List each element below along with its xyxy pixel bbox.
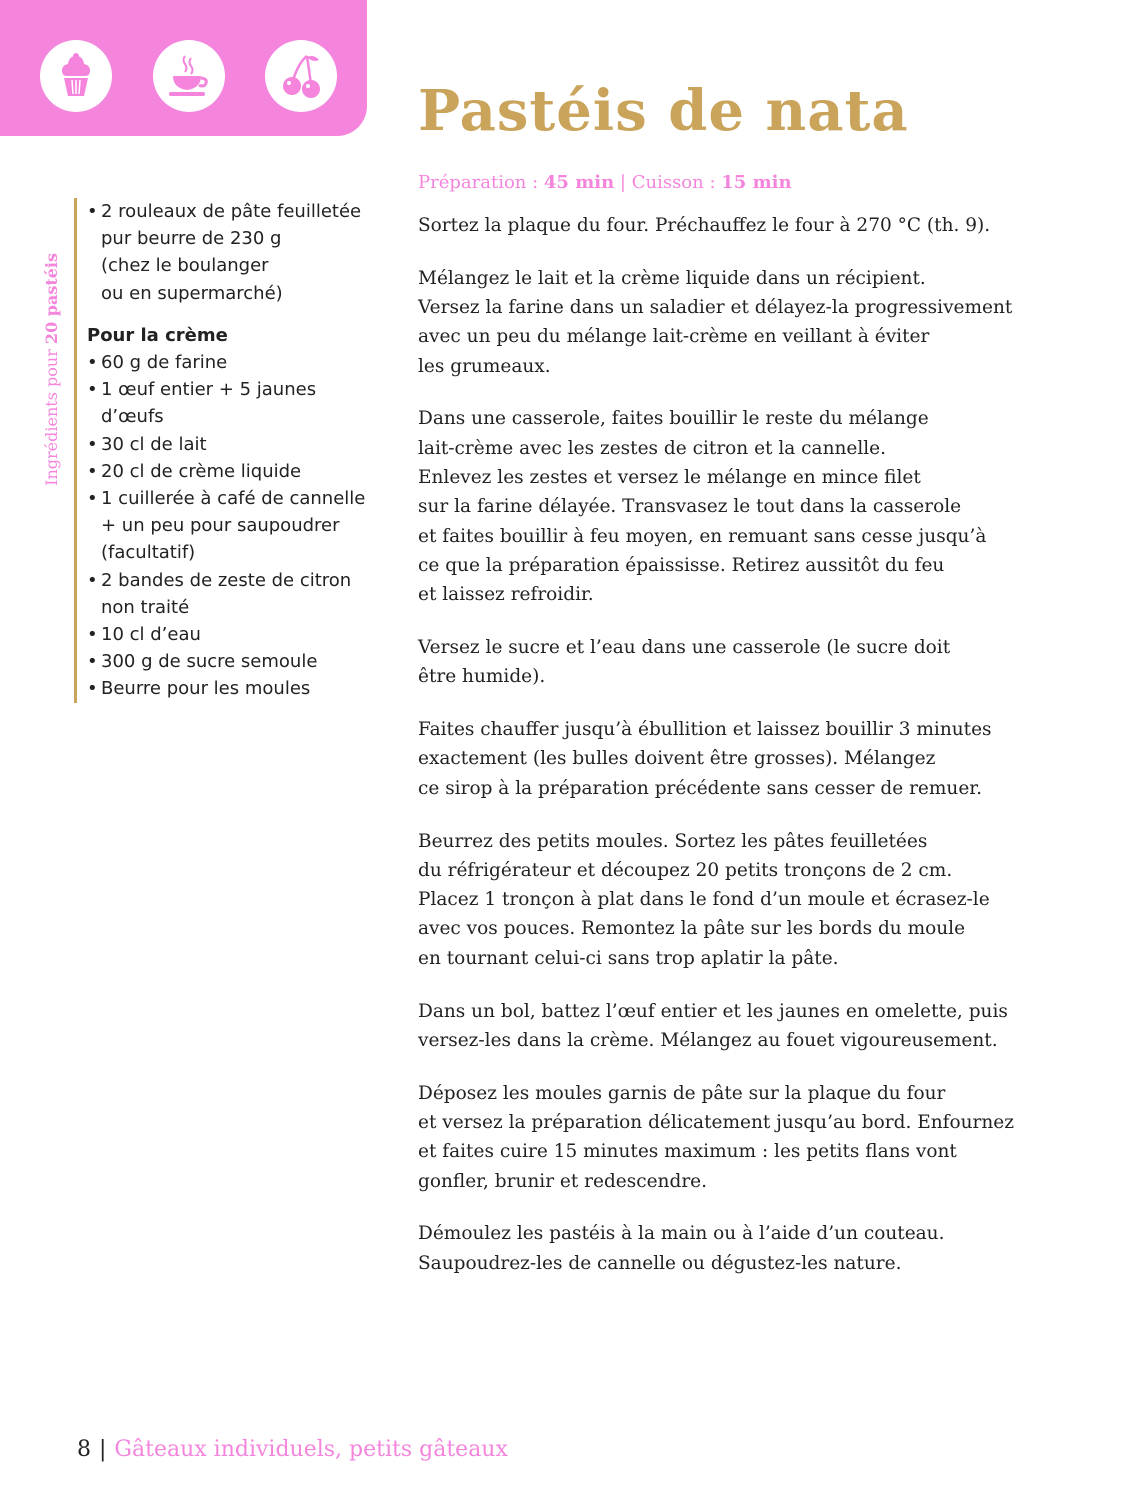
ingredient-item xyxy=(87,458,377,485)
coffee-cup-badge xyxy=(153,40,225,112)
step-line: Démoulez les pastéis à la main ou à l’aide d’un couteau. xyxy=(418,1223,945,1245)
step-line: et laissez refroidir. xyxy=(418,584,594,606)
ingredient-line: 10 cl d’eau xyxy=(101,624,201,646)
step-line: Faites chauffer jusqu’à ébullition et laissez bouillir 3 minutes xyxy=(418,719,992,741)
step-line: versez-les dans la crème. Mélangez au fouet vigoureusement. xyxy=(418,1029,998,1051)
step-paragraph xyxy=(418,1079,1068,1196)
step-paragraph xyxy=(418,633,1068,692)
ingredient-line: ou en supermarché) xyxy=(101,282,283,304)
ingredients-side-label xyxy=(40,204,62,486)
step-line: gonfler, brunir et redescendre. xyxy=(418,1170,707,1192)
ingredient-line: Beurre pour les moules xyxy=(101,678,311,700)
ingredient-line: 2 rouleaux de pâte feuilletée xyxy=(101,201,362,222)
step-line: en tournant celui-ci sans trop aplatir la pâte. xyxy=(418,947,839,969)
ingredient-line: 300 g de sucre semoule xyxy=(101,651,318,673)
ingredient-item xyxy=(87,431,377,458)
ingredient-line: pur beurre de 230 g xyxy=(101,228,282,250)
step-line: Déposez les moules garnis de pâte sur la plaque du four xyxy=(418,1082,946,1104)
ingredient-line: non traité xyxy=(101,596,190,618)
ingredient-line: 1 cuillerée à café de cannelle xyxy=(101,488,366,510)
ingredient-item xyxy=(87,349,377,376)
cream-ingredients xyxy=(87,349,377,703)
step-line: Dans une casserole, faites bouillir le reste du mélange xyxy=(418,408,929,430)
step-line: Enlevez les zestes et versez le mélange en mince filet xyxy=(418,467,921,489)
step-line: avec un peu du mélange lait-crème en veillant à éviter xyxy=(418,326,930,348)
ingredient-line: (facultatif) xyxy=(101,542,196,564)
cherries-icon xyxy=(277,52,325,100)
cupcake-icon xyxy=(52,52,100,100)
ingredients-list xyxy=(74,198,377,703)
cupcake-badge xyxy=(40,40,112,112)
ingredient-line: (chez le boulanger xyxy=(101,255,269,277)
recipe-steps xyxy=(418,211,1068,1301)
step-line: et versez la préparation délicatement jusqu’au bord. Enfournez xyxy=(418,1111,1014,1133)
cook-label: Cuisson : xyxy=(631,172,722,193)
recipe-timing xyxy=(418,172,792,193)
ingredient-item xyxy=(87,621,377,648)
step-line: du réfrigérateur et découpez 20 petits tronçons de 2 cm. xyxy=(418,859,953,881)
ingredient-item xyxy=(87,675,377,702)
step-line: Saupoudrez-les de cannelle ou dégustez-les nature. xyxy=(418,1252,902,1274)
ingredient-line: 30 cl de lait xyxy=(101,433,207,455)
chapter-title: Gâteaux individuels, petits gâteaux xyxy=(114,1437,508,1462)
cook-time: 15 min xyxy=(721,172,792,193)
prep-label: Préparation : xyxy=(418,172,544,193)
step-paragraph xyxy=(418,997,1068,1056)
step-line: exactement (les bulles doivent être grosses). Mélangez xyxy=(418,748,936,770)
step-paragraph xyxy=(418,211,1068,240)
footer-separator: | xyxy=(99,1437,107,1462)
step-line: Versez la farine dans un saladier et délayez-la progressivement xyxy=(418,297,1013,319)
ingredient-line: 20 cl de crème liquide xyxy=(101,460,302,482)
ingredient-item xyxy=(87,198,377,307)
step-line: Sortez la plaque du four. Préchauffez le four à 270 °C (th. 9). xyxy=(418,215,991,236)
page-number: 8 xyxy=(77,1437,91,1462)
ingredient-line: 1 œuf entier + 5 jaunes d’œufs xyxy=(101,379,317,428)
step-paragraph xyxy=(418,827,1068,973)
ingredient-item xyxy=(87,376,377,430)
step-paragraph xyxy=(418,1219,1068,1278)
ingredient-item xyxy=(87,567,377,621)
step-line: sur la farine délayée. Transvasez le tout dans la casserole xyxy=(418,496,962,518)
ingredient-item xyxy=(87,485,377,567)
page-footer xyxy=(77,1437,508,1462)
main-ingredients xyxy=(87,198,377,307)
step-line: Placez 1 tronçon à plat dans le fond d’un moule et écrasez-le xyxy=(418,889,990,911)
step-line: et faites cuire 15 minutes maximum : les petits flans vont xyxy=(418,1141,957,1163)
step-line: ce que la préparation épaississe. Retirez aussitôt du feu xyxy=(418,554,945,576)
step-line: et faites bouillir à feu moyen, en remuant sans cesse jusqu’à xyxy=(418,525,987,547)
step-line: ce sirop à la préparation précédente sans cesser de remuer. xyxy=(418,777,982,799)
side-label-text: Ingrédients pour xyxy=(41,344,61,486)
step-line: Mélangez le lait et la crème liquide dans un récipient. xyxy=(418,267,926,289)
coffee-cup-icon xyxy=(165,52,213,100)
step-line: être humide). xyxy=(418,666,546,688)
timing-separator: | xyxy=(614,172,632,193)
recipe-title: Pastéis de nata xyxy=(418,78,909,144)
ingredient-item xyxy=(87,648,377,675)
side-label-yield: 20 pastéis xyxy=(41,253,61,345)
step-paragraph xyxy=(418,404,1068,609)
step-line: avec vos pouces. Remontez la pâte sur les bords du moule xyxy=(418,918,966,940)
step-paragraph xyxy=(418,715,1068,803)
ingredient-line: + un peu pour saupoudrer xyxy=(101,515,340,537)
step-line: Beurrez des petits moules. Sortez les pâtes feuilletées xyxy=(418,830,928,852)
step-line: Dans un bol, battez l’œuf entier et les jaunes en omelette, puis xyxy=(418,1000,1008,1022)
step-paragraph xyxy=(418,264,1068,381)
ingredient-line: 60 g de farine xyxy=(101,352,228,374)
step-line: Versez le sucre et l’eau dans une casserole (le sucre doit xyxy=(418,637,951,659)
cherries-badge xyxy=(265,40,337,112)
step-line: lait-crème avec les zestes de citron et la cannelle. xyxy=(418,437,887,459)
cream-heading: Pour la crème xyxy=(87,324,228,346)
prep-time: 45 min xyxy=(543,172,615,193)
category-tab xyxy=(0,0,367,136)
ingredient-line: 2 bandes de zeste de citron xyxy=(101,569,352,591)
step-line: les grumeaux. xyxy=(418,355,551,377)
